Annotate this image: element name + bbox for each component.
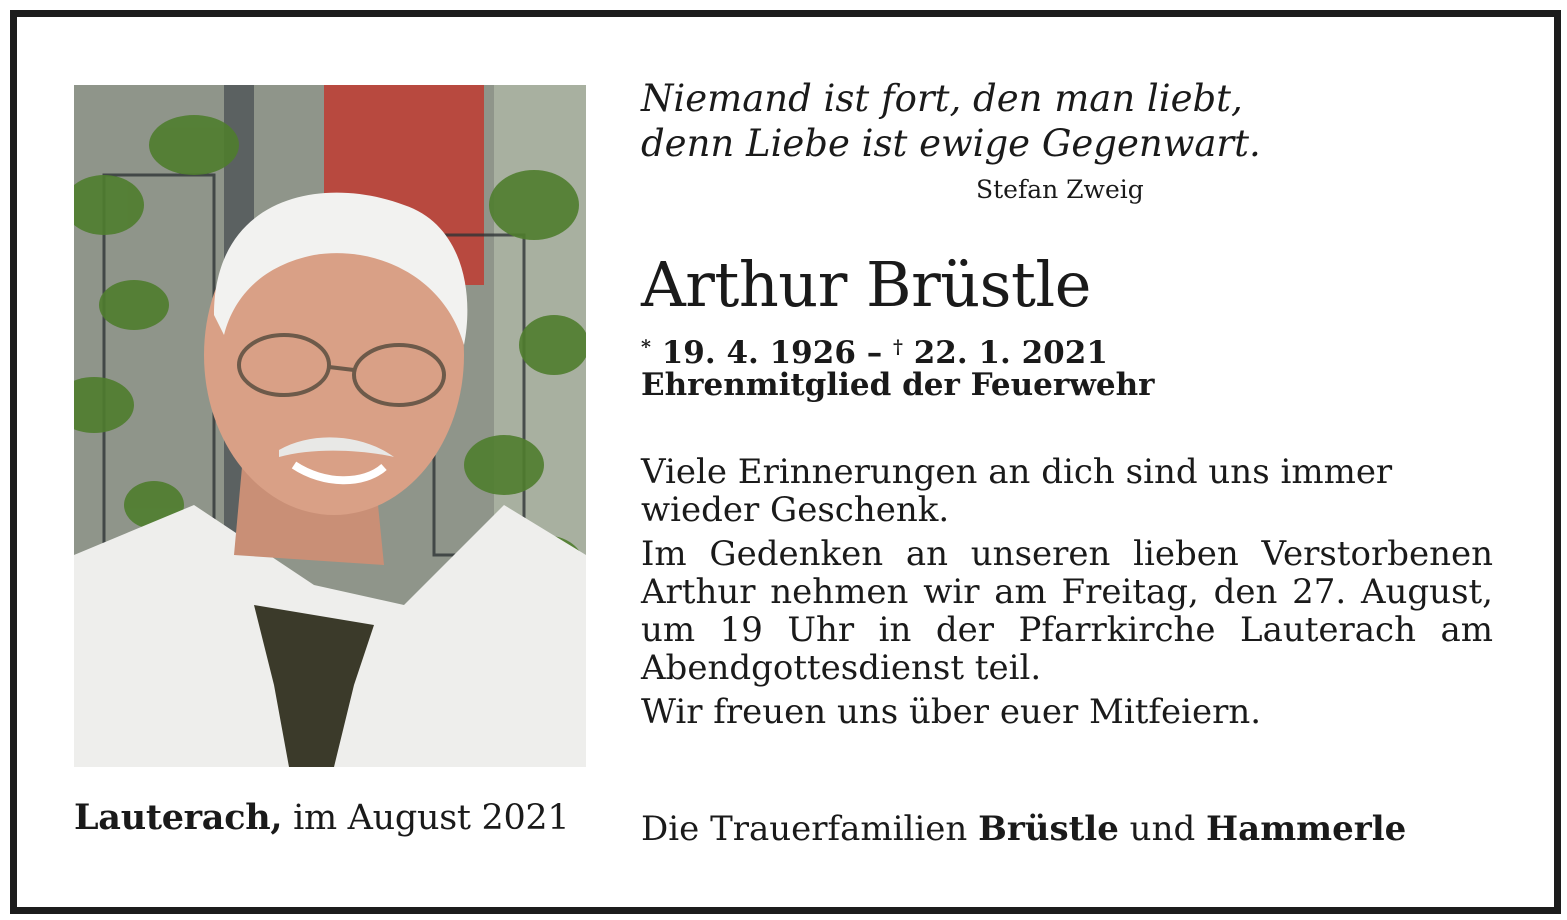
deceased-name: Arthur Brüstle	[641, 248, 1091, 321]
birth-symbol: *	[641, 336, 651, 358]
family-name-2: Hammerle	[1206, 809, 1407, 849]
quote-author: Stefan Zweig	[976, 175, 1144, 204]
death-date: 22. 1. 2021	[913, 335, 1108, 371]
date-dash: –	[866, 335, 883, 371]
family-name-1: Brüstle	[978, 809, 1119, 849]
signature-prefix: Die Trauerfamilien	[641, 809, 968, 849]
paragraph-memories: Viele Erinnerungen an dich sind uns immer wieder Geschenk.	[641, 452, 1393, 530]
portrait-photo	[74, 85, 586, 767]
quote-line-1: Niemand ist fort, den man liebt,	[641, 77, 1243, 120]
signature-joiner: und	[1129, 809, 1196, 849]
quote	[641, 76, 1261, 166]
place-and-date	[74, 797, 569, 838]
obituary-text	[641, 453, 1493, 731]
quote-line-2: denn Liebe ist ewige Gegenwart.	[641, 122, 1261, 165]
birth-date: 19. 4. 1926	[661, 335, 856, 371]
paragraph-closing: Wir freuen uns über euer Mitfeiern.	[641, 692, 1262, 732]
paragraph-service: Im Gedenken an unseren lieben Verstorbenen Arthur nehmen wir am Freitag, den 27. August, um 19 Uhr in der Pfarrkirche Lauterach am Abendgottesdienst teil.	[641, 534, 1493, 688]
death-symbol: †	[893, 336, 903, 358]
place-town: Lauterach,	[74, 797, 283, 838]
signature	[641, 809, 1406, 849]
place-date: im August 2021	[293, 798, 570, 838]
deceased-role: Ehrenmitglied der Feuerwehr	[641, 367, 1155, 403]
